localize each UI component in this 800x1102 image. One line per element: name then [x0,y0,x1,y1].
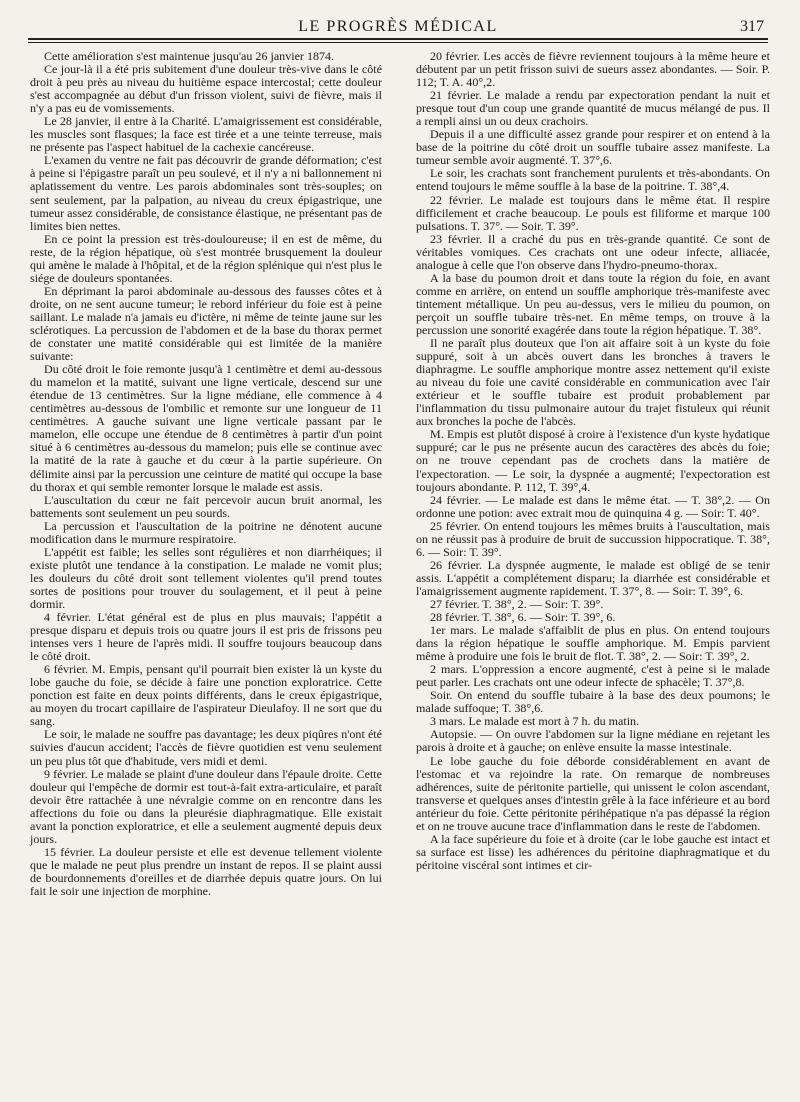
paragraph: 26 février. La dyspnée augmente, le malade est obligé de se tenir assis. L'appétit a complétement disparu; la diarrhée est considérable et l'amaigrissement augmente rapidement. T. 37°, 8. — Soir: T. 39°, 6. [416,557,770,598]
paragraph: 15 février. La douleur persiste et elle est devenue tellement violente que le malade ne peut plus prendre un instant de repos. Il se plaint aussi de bourdonnements d'oreilles et de diarrhée depuis quatre jours. On lui fait le soir une injection de morphine. [30,844,382,898]
paragraph: Le soir, le malade ne souffre pas davantage; les deux piqûres n'ont été suivies d'aucun accident; l'accès de fièvre quotidien est venu seulement un peu plus tôt que d'habitude, vers midi et demi. [30,727,382,768]
right-column [416,50,770,872]
paragraph: 3 mars. Le malade est mort à 7 h. du matin. [430,714,640,729]
paragraph: 1er mars. Le malade s'affaiblit de plus en plus. On entend toujours dans la région hépatique le souffle amphorique. M. Empis parvient même à produire une fois le bruit de flot. T. 38°, 2. — Soir: T. 39°, 2. [416,623,770,664]
paragraph: Depuis il a une difficulté assez grande pour respirer et on entend à la base de la poitrine du côté droit un souffle tubaire assez manifeste. La tumeur semble avoir augmenté. T. 37°,6. [416,127,770,168]
paragraph: A la face supérieure du foie et à droite (car le lobe gauche est intact et sa surface est lisse) les adhérences du péritoine diaphragmatique et du péritoine viscéral sont intimes et cir- [416,831,770,872]
paragraph: 27 février. T. 38°, 2. — Soir: T. 39°. [430,596,604,611]
paragraph: 24 février. — Le malade est dans le même état. — T. 38°,2. — On ordonne une potion: avec extrait mou de quinquina 4 g. — Soir: T. 40°. [416,492,770,520]
paragraph: Autopsie. — On ouvre l'abdomen sur la ligne médiane en rejetant les parois à droite et à gauche; on enlève ensuite la masse intestinale. [416,727,770,755]
paragraph: 28 février. T. 38°, 6. — Soir: T. 39°, 6. [430,610,616,625]
paragraph: 4 février. L'état général est de plus en plus mauvais; l'appétit a presque disparu et depuis trois ou quatre jours il est pris de frissons peu intenses vers 1 heure de l'après midi. Il souffre toujours beaucoup dans le côté droit. [30,610,382,664]
header-rule-thin [28,42,768,43]
paragraph: L'examen du ventre ne fait pas découvrir de grande déformation; c'est à peine si l'épigastre paraît un peu soulevé, et il n'y a ni ballonnement ni aplatissement du ventre. Les parois abdominales sont très-souples; on sent seulement, par la palpation, au niveau du creux épigastrique, une tumeur assez considérable, de consistance élastique, ne présentant pas de limites bien nettes. [30,153,382,233]
paragraph: Ce jour-là il a été pris subitement d'une douleur très-vive dans le côté droit à peu près au niveau du huitième espace intercostal; cette douleur s'est accompagnée au début d'un frisson violent, suivi de fièvre, mais il n'y a pas eu de vomissements. [30,62,382,116]
paragraph: M. Empis est plutôt disposé à croire à l'existence d'un kyste hydatique suppuré; car le pus ne présente aucun des caractères des abcès du foie; on ne trouve cependant pas de crochets dans la matière de l'expectoration. — Le soir, la dyspnée a augmenté; l'expectoration est toujours abondante. P. 112, T. 39°,4. [416,427,770,494]
paragraph: 2 mars. L'oppression a encore augmenté, c'est à peine si le malade peut parler. Les crachats ont une odeur infecte de sphacèle; T. 37°,8. [416,662,770,690]
paragraph: L'auscultation du cœur ne fait percevoir aucun bruit anormal, les battements sont seulement un peu sourds. [30,492,382,520]
paragraph: Soir. On entend du souffle tubaire à la base des deux poumons; le malade suffoque; T. 38°,6. [416,688,770,716]
paragraph: L'appétit est faible; les selles sont régulières et non diarrhéiques; il existe plutôt une tendance à la constipation. Le malade ne vomit plus; les douleurs du côté droit sont tellement violentes qu'il prend toutes sortes de positions pour trouver du soulagement, et il peut à peine dormir. [30,544,382,611]
paragraph: Du côté droit le foie remonte jusqu'à 1 centimètre et demi au-dessous du mamelon et la matité, suivant une ligne verticale, descend sur une étendue de 13 centimètres. Sur la ligne médiane, elle commence à 4 centimètres au-dessous de l'ombilic et remonte sur une longueur de 11 centimètres. A gauche suivant une ligne verticale passant par le mamelon, elle occupe une étendue de 8 centimètres à partir d'un point situé à 6 centimètres au-dessous du mamelon; puis elle se continue avec la matité de la rate à gauche et du cœur à la partie supérieure. On délimite ainsi par la percussion une ceinture de matité qui occupe la base du thorax et qui semble remonter lorsque le malade est assis. [30,362,382,494]
paragraph: 9 février. Le malade se plaint d'une douleur dans l'épaule droite. Cette douleur qui l'empêche de dormir est tout-à-fait extra-articulaire, et paraît devoir être rattachée à une névralgie comme on en rencontre dans les affections du foie ou dans la pleurésie diaphragmatique. Elle existait avant la ponction exploratrice, et elle a seulement augmenté depuis deux jours. [30,766,382,846]
paragraph: La percussion et l'auscultation de la poitrine ne dénotent aucune modification dans le murmure respiratoire. [30,518,382,546]
paragraph: Il ne paraît plus douteux que l'on ait affaire soit à un kyste du foie suppuré, soit à un abcès ouvert dans les bronches à travers le diaphragme. Le souffle amphorique montre assez nettement qu'il existe au niveau du foie une cavité considérable en communication avec l'air extérieur et le souffle tubaire est produit probablement par l'inflammation du tissu pulmonaire autour du trajet fistuleux qui réunit aux bronches la poche de l'abcès. [416,336,770,429]
paragraph: Le 28 janvier, il entre à la Charité. L'amaigrissement est considérable, les muscles sont flasques; la face est tirée et a une teinte terreuse, mais ne présente pas l'aspect habituel de la cachexie cancéreuse. [30,114,382,155]
paragraph: 25 février. On entend toujours les mêmes bruits à l'auscultation, mais on ne réussit pas à produire de bruit de succussion hippocratique. T. 38°, 6. — Soir: T. 39°. [416,518,770,559]
paragraph: Cette amélioration s'est maintenue jusqu'au 26 janvier 1874. [44,49,335,63]
paragraph: 21 février. Le malade a rendu par expectoration pendant la nuit et presque tout d'un coup une grande quantité de mucus mélangé de pus. Il a rempli ainsi un ou deux crachoirs. [416,88,770,129]
journal-title: LE PROGRÈS MÉDICAL [298,18,498,35]
left-column [30,50,382,898]
paragraph: Le soir, les crachats sont franchement purulents et très-abondants. On entend toujours le même souffle à la base de la poitrine. T. 38°,4. [416,166,770,194]
page-number: 317 [740,18,764,35]
paragraph: 22 février. Le malade est toujours dans le même état. Il respire difficilement et crache beaucoup. Le pouls est filiforme et marque 100 pulsations. T. 37°. — Soir. T. 39°. [416,192,770,233]
header-rule [28,38,768,40]
paragraph: A la base du poumon droit et dans toute la région du foie, en avant comme en arrière, on entend un souffle amphorique très-manifeste avec tintement métallique. Un peu au-dessus, vers le milieu du poumon, on perçoit un souffle tubaire très-net. En même temps, on trouve à la percussion une sonorité exagérée dans toute la région hépatique. T. 38°. [416,270,770,337]
paragraph: En ce point la pression est très-douloureuse; il en est de même, du reste, de la région hépatique, où s'est montrée brusquement la douleur qui amène le malade à l'hôpital, et de la région splénique qui n'est plus le siége de douleurs spontanées. [30,231,382,285]
paragraph: 23 février. Il a craché du pus en très-grande quantité. Ce sont de véritables vomiques. Ces crachats ont une odeur infecte, alliacée, analogue à celle que l'on observe dans l'hydro-pneumo-thorax. [416,231,770,272]
paragraph: En déprimant la paroi abdominale au-dessous des fausses côtes et à droite, on ne sent aucune tumeur; le rebord inférieur du foie est à peine saillant. Le malade n'a jamais eu d'ictère, ni même de teinte jaune sur les sclérotiques. La percussion de l'abdomen et de la base du thorax permet de constater une matité considérable qui est limitée de la manière suivante: [30,283,382,364]
paragraph: 20 février. Les accès de fièvre reviennent toujours à la même heure et débutent par un petit frisson suivi de sueurs assez abondantes. — Soir. P. 112; T. A. 40°,2. [416,49,770,90]
paragraph: Le lobe gauche du foie déborde considérablement en avant de l'estomac et va rejoindre la rate. On remarque de nombreuses adhérences, suite de péritonite partielle, qui unissent le colon ascendant, transverse et quelques anses d'intestin grêle à la face inférieure et au bord antérieur du foie. Cette péritonite périhépatique n'a pas dépassé la région et on ne trouve aucune trace d'inflammation dans le reste de l'abdomen. [416,753,770,833]
paragraph: 6 février. M. Empis, pensant qu'il pourrait bien exister là un kyste du lobe gauche du foie, se décide à faire une ponction exploratrice. Cette ponction est faite en deux points différents, dans le creux épigastrique, au moyen du trocart capillaire de l'aspirateur Dieulafoy. Il ne sort que du sang. [30,662,382,729]
